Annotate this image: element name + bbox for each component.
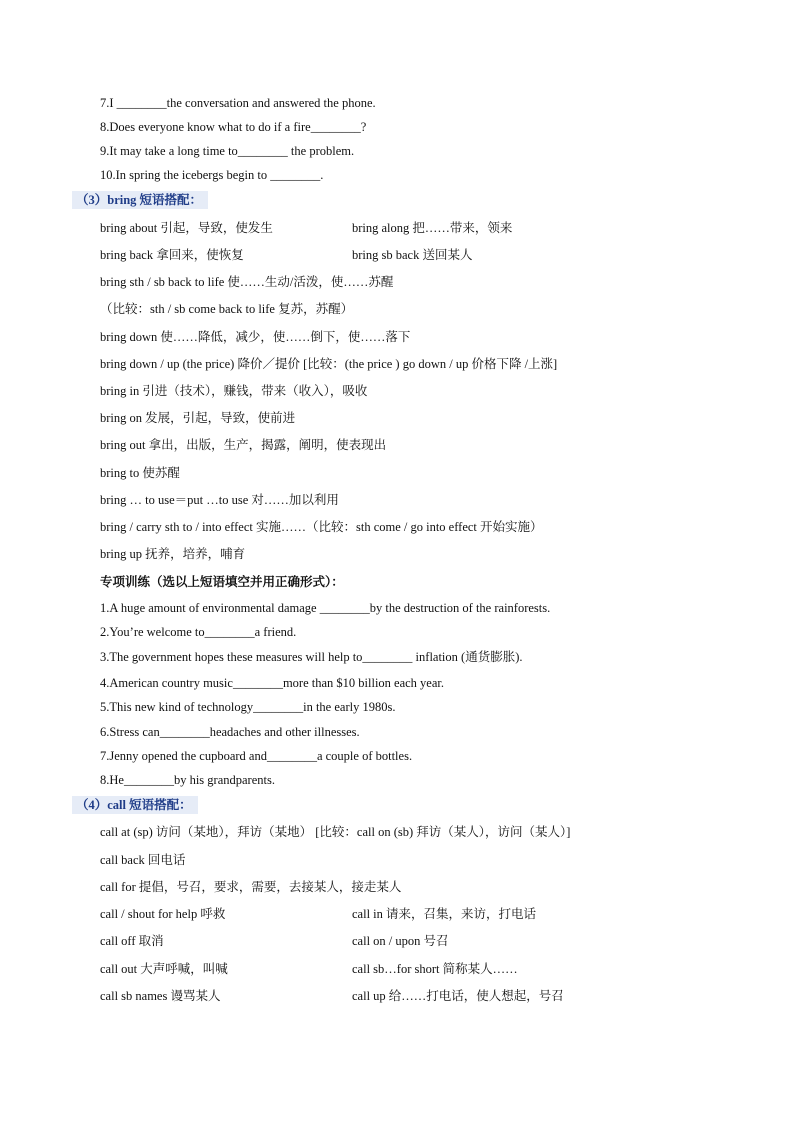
phrase-entry: bring down / up (the price) 降价／提价 [比较：(the price ) go down / up 价格下降 /上涨]: [100, 357, 558, 371]
exercise-line: 9.It may take a long time to________ the problem.: [100, 144, 355, 158]
phrase-entry: bring sth / sb back to life 使……生动/活泼，使……苏醒: [100, 275, 394, 289]
phrase-note: （比较：sth / sb come back to life 复苏，苏醒）: [100, 302, 354, 316]
phrase-entry: call for 提倡，号召，要求，需要，去接某人，接走某人: [100, 880, 402, 894]
section-heading-bring: （3）bring 短语搭配：: [72, 191, 208, 209]
exercise-line: 10.In spring the icebergs begin to ________.: [100, 168, 324, 182]
practice-item: 5.This new kind of technology________in the early 1980s.: [100, 700, 396, 714]
phrase-entry: bring out 拿出，出版，生产，揭露，阐明，使表现出: [100, 438, 387, 452]
phrase-entry: call in 请来，召集，来访，打电话: [352, 907, 537, 921]
exercise-line: 8.Does everyone know what to do if a fire________?: [100, 120, 367, 134]
phrase-entry: call / shout for help 呼救: [100, 907, 226, 921]
phrase-entry: bring down 使……降低，减少，使……倒下，使……落下: [100, 330, 411, 344]
phrase-entry: call back 回电话: [100, 853, 186, 867]
practice-item: 7.Jenny opened the cupboard and________a couple of bottles.: [100, 749, 413, 763]
section-heading-call: （4）call 短语搭配：: [72, 796, 198, 814]
phrase-entry: bring sb back 送回某人: [352, 248, 473, 262]
phrase-entry: call up 给……打电话，使人想起，号召: [352, 989, 564, 1003]
phrase-entry: bring back 拿回来，使恢复: [100, 248, 244, 262]
practice-item: 8.He________by his grandparents.: [100, 773, 275, 787]
phrase-entry: bring along 把……带来，领来: [352, 221, 513, 235]
phrase-entry: bring about 引起，导致，使发生: [100, 221, 273, 235]
phrase-entry: bring up 抚养，培养，哺育: [100, 547, 246, 561]
phrase-entry: call out 大声呼喊，叫喊: [100, 962, 228, 976]
phrase-entry: bring on 发展，引起，导致，使前进: [100, 411, 296, 425]
phrase-entry: bring / carry sth to / into effect 实施……（比较：sth come / go into effect 开始实施）: [100, 520, 543, 534]
practice-item: 6.Stress can________headaches and other illnesses.: [100, 725, 360, 739]
phrase-entry: bring to 使苏醒: [100, 466, 180, 480]
practice-item: 2.You’re welcome to________a friend.: [100, 625, 297, 639]
exercise-line: 7.I ________the conversation and answered the phone.: [100, 96, 376, 110]
phrase-entry: call sb…for short 简称某人……: [352, 962, 518, 976]
practice-item: 3.The government hopes these measures will help to________ inflation (通货膨胀).: [100, 650, 523, 664]
phrase-entry: call on / upon 号召: [352, 934, 449, 948]
practice-title: 专项训练（选以上短语填空并用正确形式）：: [100, 575, 344, 589]
phrase-entry: bring … to use＝put …to use 对……加以利用: [100, 493, 339, 507]
phrase-entry: call sb names 谩骂某人: [100, 989, 221, 1003]
practice-item: 1.A huge amount of environmental damage ________by the destruction of the rainforests.: [100, 601, 551, 615]
phrase-entry: bring in 引进（技术），赚钱，带来（收入），吸收: [100, 384, 368, 398]
practice-item: 4.American country music________more than $10 billion each year.: [100, 676, 445, 690]
phrase-entry: call at (sp) 访问（某地），拜访（某地） [比较：call on (sb) 拜访（某人），访问（某人）]: [100, 825, 571, 839]
phrase-entry: call off 取消: [100, 934, 164, 948]
